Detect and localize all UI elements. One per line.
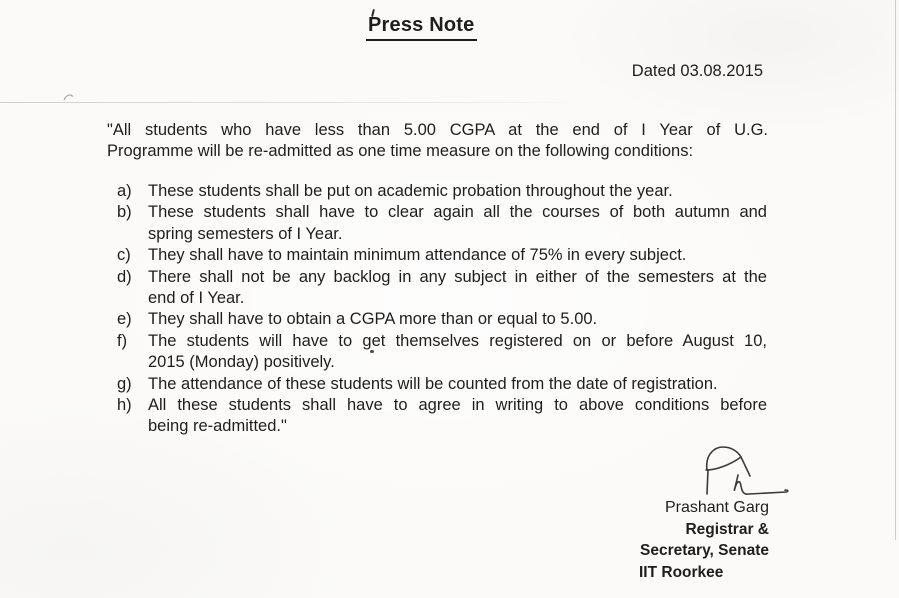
- condition-line: They shall have to maintain minimum attendance of 75% in every subject.: [148, 246, 687, 265]
- signatory-role: Registrar &: [685, 520, 769, 538]
- condition-line: The attendance of these students will be counted from the date of registration.: [148, 374, 718, 393]
- condition-marker: e): [117, 310, 132, 329]
- condition-item: [117, 202, 767, 245]
- condition-marker: c): [117, 246, 131, 265]
- condition-text: [148, 267, 767, 310]
- condition-line: These students shall be put on academic probation throughout the year.: [148, 182, 673, 200]
- condition-text: [148, 245, 767, 266]
- condition-line: They shall have to obtain a CGPA more than or equal to 5.00.: [148, 310, 598, 329]
- condition-marker: b): [117, 203, 132, 222]
- intro-line: Programme will be re-admitted as one time measure on the following conditions:: [107, 142, 694, 161]
- condition-marker: f): [117, 331, 128, 350]
- condition-item: [117, 267, 767, 310]
- condition-text: [148, 181, 767, 202]
- scan-artifact-horizontal-line: [0, 102, 580, 103]
- condition-line: end of I Year.: [148, 289, 245, 308]
- condition-item: [117, 181, 767, 202]
- signatory-role: Secretary, Senate: [640, 542, 769, 560]
- signatory-name: Prashant Garg: [664, 499, 769, 516]
- condition-text: [148, 202, 767, 245]
- condition-item: [117, 395, 767, 438]
- condition-line: 2015 (Monday) positively.: [148, 353, 335, 372]
- condition-line: All these students shall have to agree in writing to above conditions before: [148, 396, 767, 415]
- condition-text: [148, 331, 767, 374]
- intro-paragraph: [107, 120, 768, 163]
- scan-artifact-squiggle: [63, 92, 75, 102]
- handwritten-signature-icon: [694, 443, 798, 501]
- date-line: Dated 03.08.2015: [631, 62, 763, 80]
- condition-text: [148, 395, 767, 438]
- condition-line: These students shall have to clear again all the courses of both autumn and: [148, 203, 767, 222]
- signature-block: [639, 497, 769, 583]
- condition-line: being re-admitted.": [148, 417, 287, 436]
- page-title: Press Note: [366, 14, 477, 41]
- intro-line: "All students who have less than 5.00 CGPA at the end of I Year of U.G.: [107, 121, 768, 139]
- scan-artifact-page-edge-line: [895, 0, 896, 540]
- condition-text: [148, 309, 767, 330]
- condition-line: The students will have to get themselves registered on or before August 10,: [148, 331, 767, 350]
- condition-marker: g): [117, 374, 132, 393]
- condition-marker: d): [117, 267, 132, 286]
- condition-item: [117, 374, 767, 395]
- signatory-organization: IIT Roorkee: [639, 563, 724, 581]
- condition-item: [117, 331, 767, 374]
- condition-line: There shall not be any backlog in any subject in either of the semesters at the: [148, 267, 767, 286]
- conditions-list: [117, 181, 767, 438]
- condition-line: spring semesters of I Year.: [148, 224, 343, 243]
- condition-text: [148, 374, 767, 395]
- condition-item: [117, 309, 767, 330]
- condition-marker: h): [117, 396, 132, 415]
- condition-marker: a): [117, 182, 132, 200]
- condition-item: [117, 245, 767, 266]
